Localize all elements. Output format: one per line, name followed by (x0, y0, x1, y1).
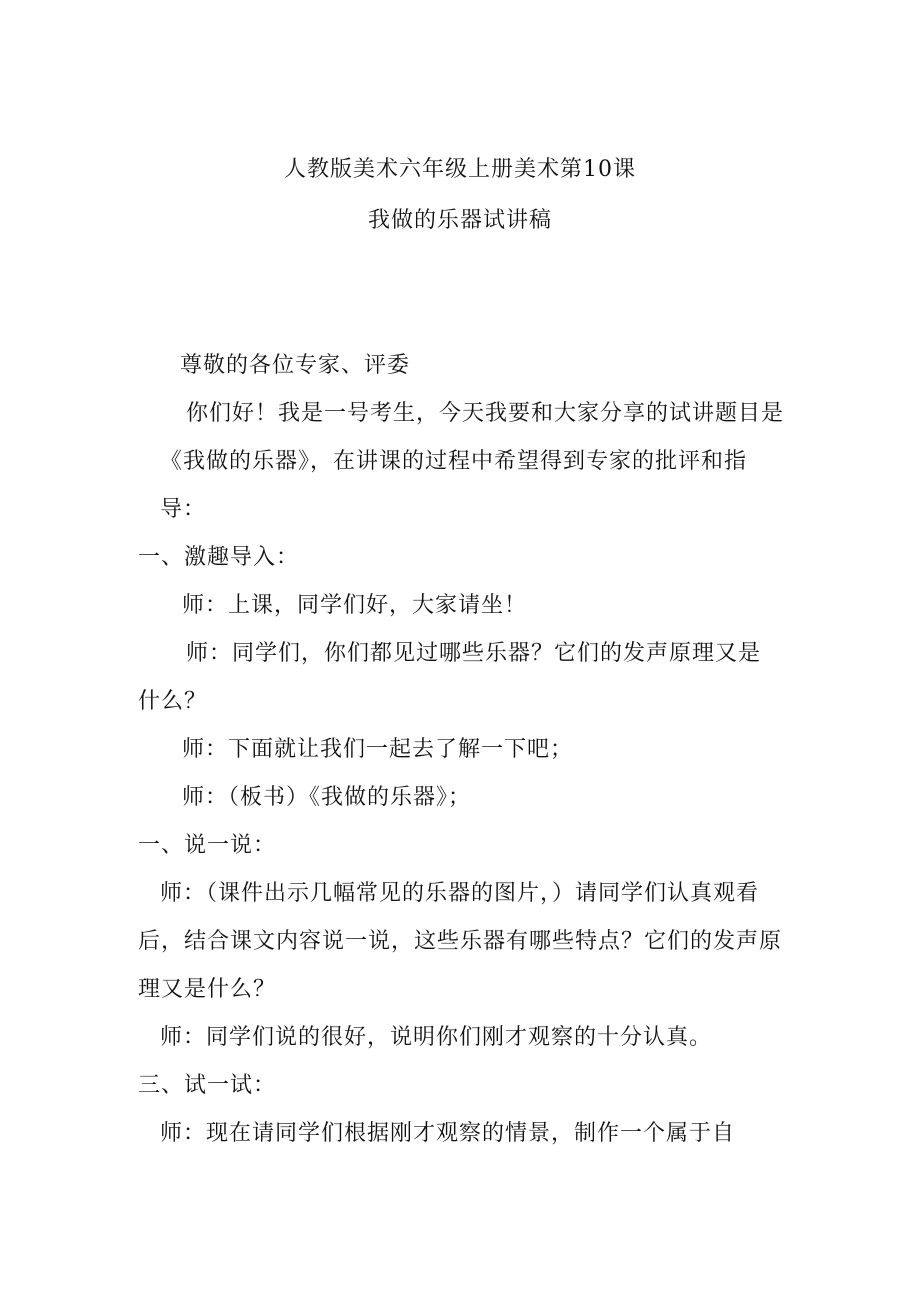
document-subtitle: 我做的乐器试讲稿 (367, 208, 552, 233)
paragraph-line: 什么？ (138, 689, 208, 714)
paragraph-line: 理又是什么？ (138, 977, 277, 1002)
paragraph-line: 师：同学们，你们都见过哪些乐器？它们的发声原理又是 (186, 641, 762, 666)
document-title: 人教版美术六年级上册美术第10课 (284, 157, 636, 182)
paragraph-line: 《我做的乐器》，在讲课的过程中希望得到专家的批评和指 (160, 449, 748, 474)
section-heading: 三、试一试： (138, 1073, 277, 1098)
paragraph-line: 师：下面就让我们一起去了解一下吧； (182, 737, 574, 762)
paragraph-line: 师：（课件出示几幅常见的乐器的图片，）请同学们认真观看 (160, 881, 760, 906)
paragraph-line: 后，结合课文内容说一说，这些乐器有哪些特点？它们的发声原 (138, 929, 783, 954)
section-heading: 一、说一说： (138, 833, 277, 858)
paragraph-line: 师：同学们说的很好，说明你们刚才观察的十分认真。 (160, 1025, 713, 1050)
paragraph-line: 你们好！我是一号考生，今天我要和大家分享的试讲题目是 (186, 401, 785, 426)
section-heading: 一、激趣导入： (138, 545, 300, 570)
paragraph-line: 师：现在请同学们根据刚才观察的情景，制作一个属于自 (160, 1121, 736, 1146)
salutation-line: 尊敬的各位专家、评委 (180, 353, 411, 378)
paragraph-line: 师：上课，同学们好，大家请坐！ (182, 593, 528, 618)
paragraph-line: 导： (160, 497, 207, 522)
paragraph-line: 师：（板书）《我做的乐器》； (182, 785, 472, 810)
